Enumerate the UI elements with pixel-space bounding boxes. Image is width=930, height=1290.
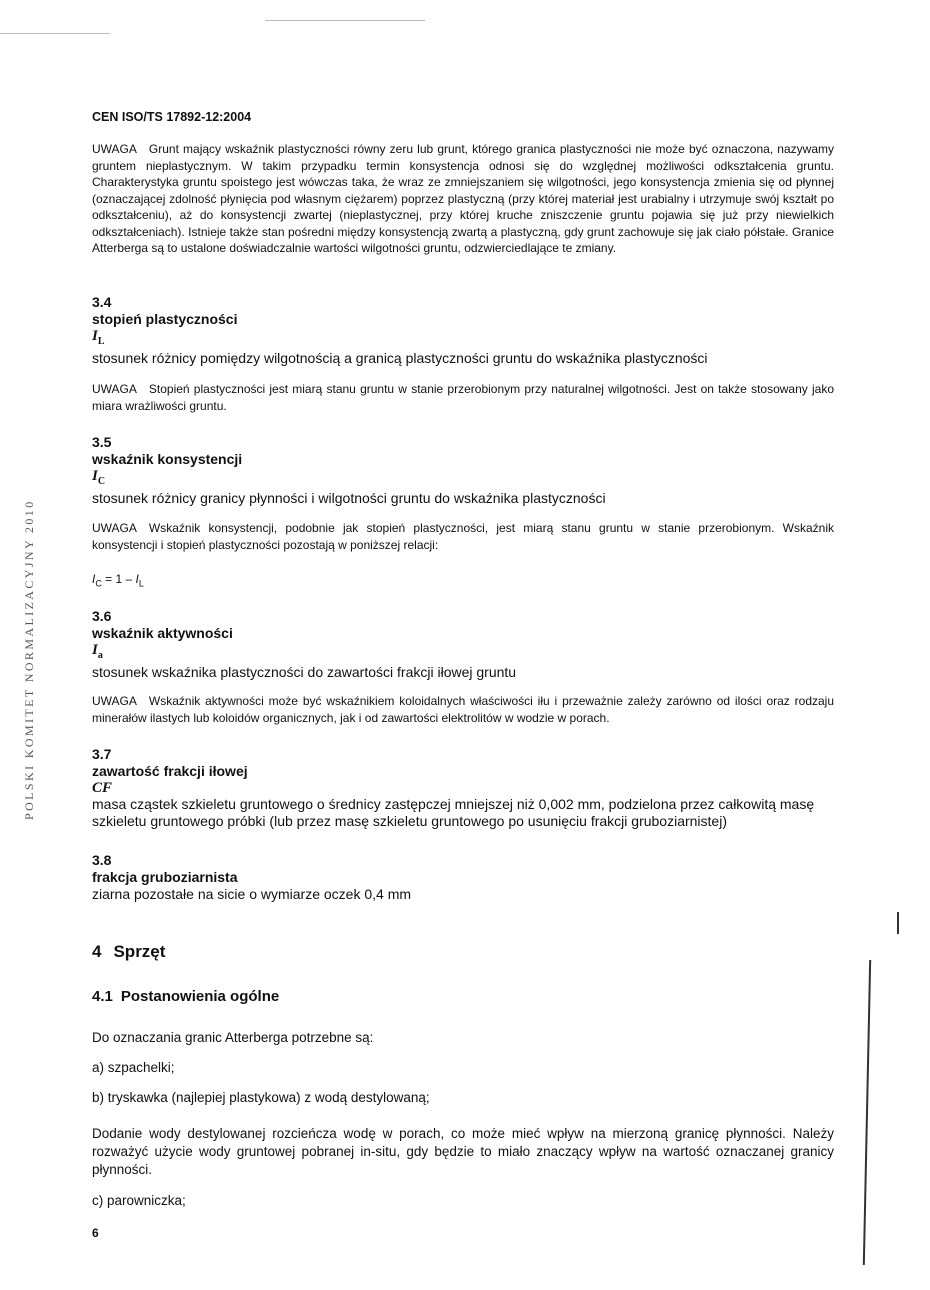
definition-3-7 [92,746,834,830]
note-label: UWAGA [92,694,137,708]
definition-3-4 [92,294,834,367]
document-header: CEN ISO/TS 17892-12:2004 [92,110,252,124]
clause-number: 3.4 [92,294,112,310]
subsection-heading: 4.1 Postanowienia ogólne [92,988,280,1005]
note-text: Wskaźnik aktywności może być wskaźnikiem koloidalnych właściwości iłu i przeważnie zależy zarówno od ilości oraz rodzaju minerałów ilastych lub koloidów organicznych, jak i od zawartości elektrolitów w wodzie w porach. [92,694,834,725]
paragraph: Do oznaczania granic Atterberga potrzebne są: [92,1030,374,1045]
term: stopień plastyczności [92,311,238,327]
term-symbol: $I_a$ [92,642,103,661]
clause-number: 3.7 [92,746,112,762]
term: wskaźnik konsystencji [92,451,243,467]
page-number: 6 [92,1226,99,1240]
intro-note [92,141,834,257]
clause-number: 3.6 [92,608,112,624]
clause-number: 3.8 [92,852,112,868]
note-label: UWAGA [92,142,137,156]
term: frakcja gruboziarnista [92,869,238,885]
term-definition: stosunek różnicy granicy płynności i wilgotności gruntu do wskaźnika plastyczności [92,490,606,506]
term-definition: ziarna pozostałe na sicie o wymiarze oczek 0,4 mm [92,886,412,902]
note-3-6 [92,693,834,726]
definition-3-8 [92,852,834,903]
term: wskaźnik aktywności [92,625,233,641]
section-heading: 4 Sprzęt [92,942,166,961]
definition-3-6 [92,608,834,681]
definition-3-5 [92,434,834,507]
list-item: b) tryskawka (najlepiej plastykowa) z wodą destylowaną; [92,1090,430,1105]
term-definition: stosunek różnicy pomiędzy wilgotnością a granicą plastyczności gruntu do wskaźnika plastyczności [92,350,708,366]
term-definition: stosunek wskaźnika plastyczności do zawartości frakcji iłowej gruntu [92,664,517,680]
term: zawartość frakcji iłowej [92,763,248,779]
note-text: Wskaźnik konsystencji, podobnie jak stopień plastyczności, jest miarą stanu gruntu w stanie przerobionym. Wskaźnik konsystencji i stopień plastyczności pozostają w poniższej relacji: [92,521,834,552]
scan-edge-shadow [863,960,871,1265]
note-label: UWAGA [92,382,137,396]
consistency-formula: $I_C = 1 - I_L$ [92,572,144,589]
scan-artifact-line [265,20,425,21]
note-text: Stopień plastyczności jest miarą stanu gruntu w stanie przerobionym przy naturalnej wilgotności. Jest on także stosowany jako miara wrażliwości gruntu. [92,382,834,413]
publisher-watermark: POLSKI KOMITET NORMALIZACYJNY 2010 [22,499,36,820]
note-3-5 [92,520,834,553]
term-symbol: $I_L$ [92,328,105,347]
list-item: a) szpachelki; [92,1060,175,1075]
note-label: UWAGA [92,521,137,535]
clause-number: 3.5 [92,434,112,450]
term-symbol: $I_C$ [92,468,106,487]
term-symbol: CF [92,780,113,796]
scan-edge-shadow [897,912,899,934]
note-text: Grunt mający wskaźnik plastyczności równy zeru lub grunt, którego granica plastyczności nie może być oznaczona, nazywamy gruntem nieplastycznym. W takim przypadku termin konsystencja odnosi się do względnej możliwości odkształcenia gruntu. Charakterystyka gruntu spoistego jest wówczas taka, że wraz ze zmniejszaniem się wilgotności, jego konsystencja zmienia się od płynnej (oznaczającej zdolność płynięcia pod własnym ciężarem) poprzez plastyczną (przy której materiał jest urabialny i utrzymuje swój kształt po odkształceniu), aż do konsystencji zwartej (nieplastycznej, przy której kruche zniszczenie gruntu pojawia się już przy niewielkich odkształceniach). Istnieje także stan pośredni między konsystencją zwartą a plastyczną, gdy grunt zachowuje się jak ciało półstałe. Granice Atterberga są to ustalone doświadczalnie wartości wilgotności gruntu, odzwierciedlające te zmiany. [92,142,834,255]
scan-artifact-line [0,33,110,34]
term-definition: masa cząstek szkieletu gruntowego o średnicy zastępczej mniejszej niż 0,002 mm, podzielona przez całkowitą masę szkieletu gruntowego próbki (lub przez masę szkieletu gruntowego po usunięciu frakcji gruboziarnistej) [92,796,815,829]
note-3-4 [92,381,834,414]
paragraph: Dodanie wody destylowanej rozcieńcza wodę w porach, co może mieć wpływ na mierzoną granicę płynności. Należy rozważyć użycie wody gruntowej pobranej in-situ, gdy będzie to miało znaczący wpływ na wartość oznaczanej granicy płynności. [92,1126,834,1177]
list-item: c) parowniczka; [92,1193,186,1208]
